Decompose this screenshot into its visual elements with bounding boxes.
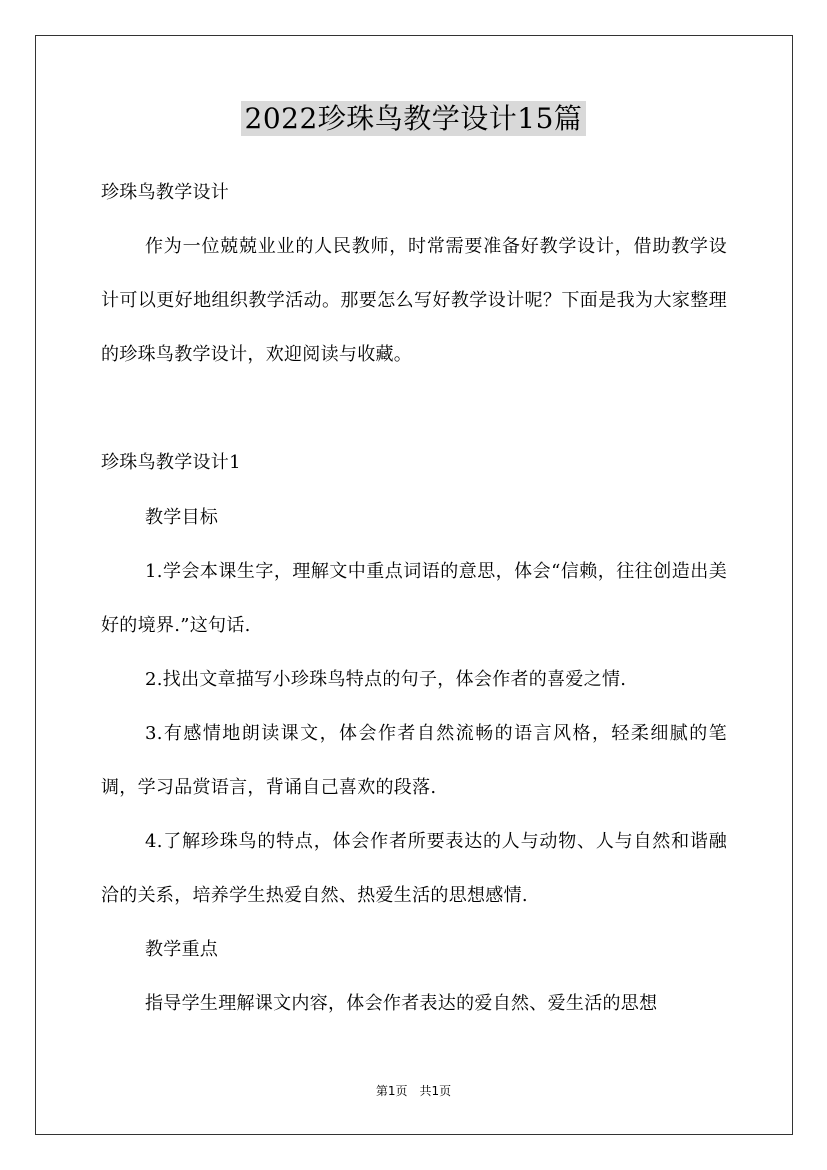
objective-item: 3.有感情地朗读课文，体会作者自然流畅的语言风格，轻柔细腻的笔调，学习品赏语言，背诵自己喜欢的段落. <box>101 723 727 798</box>
page-number-footer: 第1页 共1页 <box>375 1084 452 1098</box>
objective-item: 1.学会本课生字，理解文中重点词语的意思，体会“信赖，往往创造出美好的境界.”这句话. <box>101 561 727 636</box>
objective-item: 2.找出文章描写小珍珠鸟特点的句子，体会作者的喜爱之情. <box>145 669 627 690</box>
design-1-heading: 珍珠鸟教学设计1 <box>101 452 241 473</box>
document-title-text: 2022珍珠鸟教学设计15篇 <box>241 101 587 136</box>
document-body <box>101 175 727 1031</box>
key-points-heading: 教学重点 <box>145 939 219 960</box>
objective-item: 4.了解珍珠鸟的特点，体会作者所要表达的人与动物、人与自然和谐融洽的关系，培养学生热爱自然、热爱生活的思想感情. <box>101 831 727 906</box>
key-points-paragraph: 指导学生理解课文内容，体会作者表达的爱自然、爱生活的思想 <box>145 993 658 1014</box>
section-heading: 珍珠鸟教学设计 <box>101 182 230 203</box>
objectives-heading: 教学目标 <box>145 507 219 528</box>
document-title <box>0 100 827 138</box>
intro-paragraph: 作为一位兢兢业业的人民教师，时常需要准备好教学设计，借助教学设计可以更好地组织教学活动。那要怎么写好教学设计呢？下面是我为大家整理的珍珠鸟教学设计，欢迎阅读与收藏。 <box>101 236 727 365</box>
